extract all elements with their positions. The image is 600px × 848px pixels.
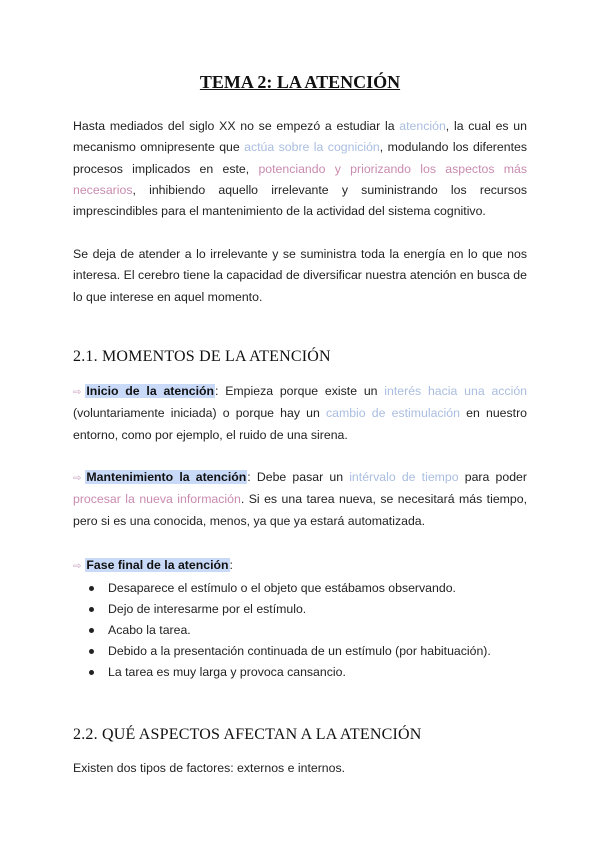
highlighted-term: actúa sobre la cognición <box>244 140 380 155</box>
text-run: , inhibiendo aquello irrelevante y suministrando los recursos imprescindibles para el mantenimiento de la actividad del sistema cognitivo. <box>73 182 527 219</box>
arrow-right-icon: ⇨ <box>73 387 82 398</box>
text-run: : Empieza porque existe un <box>215 384 385 398</box>
text-run: para poder <box>458 470 527 484</box>
text-run: , modulando los diferentes procesos implicados en este, <box>73 140 527 176</box>
highlighted-term: interés hacia una acción <box>384 384 527 398</box>
list-item <box>85 662 491 683</box>
list-item <box>85 641 491 662</box>
highlighted-term: potenciando y priorizando los aspectos más necesarios <box>73 161 527 197</box>
list-item-text: Dejo de interesarme por el estímulo. <box>108 602 307 616</box>
text-run: Hasta mediados del siglo XX no se empezó a estudiar la <box>73 119 400 133</box>
momento-inicio <box>73 381 527 446</box>
text-run: , la cual es un mecanismo omnipresente que <box>73 119 527 155</box>
highlighted-term: intérvalo de tiempo <box>349 470 459 484</box>
momento-label: Mantenimiento la atención <box>86 470 247 484</box>
bullet-dot-icon <box>89 586 94 591</box>
bullet-dot-icon <box>89 649 94 654</box>
momento-mantenimiento <box>73 467 527 532</box>
bullet-dot-icon <box>89 628 94 633</box>
arrow-right-icon: ⇨ <box>73 561 82 572</box>
list-item-text: La tarea es muy larga y provoca cansancio. <box>108 665 346 679</box>
momento-fase-final <box>73 555 527 577</box>
list-item <box>85 599 491 620</box>
intro-paragraph-2: Se deja de atender a lo irrelevante y se suministra toda la energía en lo que nos interesa. El cerebro tiene la capacidad de diversificar nuestra atención en busca de lo que interese en aquel momento. <box>73 247 527 304</box>
highlighted-term: atención <box>399 119 446 133</box>
list-item <box>85 620 491 641</box>
text-run: en nuestro entorno, como por ejemplo, el ruido de una sirena. <box>73 406 527 442</box>
text-run: (voluntariamente iniciada) o porque hay un <box>73 406 326 421</box>
highlighted-term: cambio de estimulación <box>325 406 460 421</box>
bullet-dot-icon <box>89 607 94 612</box>
text-run: . Si es una tarea nueva, se necesitará más tiempo, pero si es una conocida, menos, ya que ya estará automatizada. <box>73 492 527 528</box>
text-run: : Debe pasar un <box>247 470 350 484</box>
fase-final-list <box>85 578 491 683</box>
document-title: TEMA 2: LA ATENCIÓN <box>199 72 401 92</box>
bullet-dot-icon <box>89 670 94 675</box>
aspectos-paragraph: Existen dos tipos de factores: externos e internos. <box>73 761 346 775</box>
list-item <box>85 578 491 599</box>
text-run: : <box>229 558 233 572</box>
list-item-text: Debido a la presentación continuada de un estímulo (por habituación). <box>108 644 491 658</box>
momento-label: Inicio de la atención <box>86 384 215 398</box>
momento-label: Fase final de la atención <box>86 558 229 572</box>
section-heading-momentos: 2.1. MOMENTOS DE LA ATENCIÓN <box>73 348 331 365</box>
intro-paragraph-1 <box>73 116 527 222</box>
highlighted-term: procesar la nueva información <box>73 492 241 507</box>
section-heading-aspectos: 2.2. QUÉ ASPECTOS AFECTAN A LA ATENCIÓN <box>73 726 422 743</box>
list-item-text: Desaparece el estímulo o el objeto que estábamos observando. <box>108 581 456 595</box>
list-item-text: Acabo la tarea. <box>108 623 191 637</box>
arrow-right-icon: ⇨ <box>73 473 82 484</box>
